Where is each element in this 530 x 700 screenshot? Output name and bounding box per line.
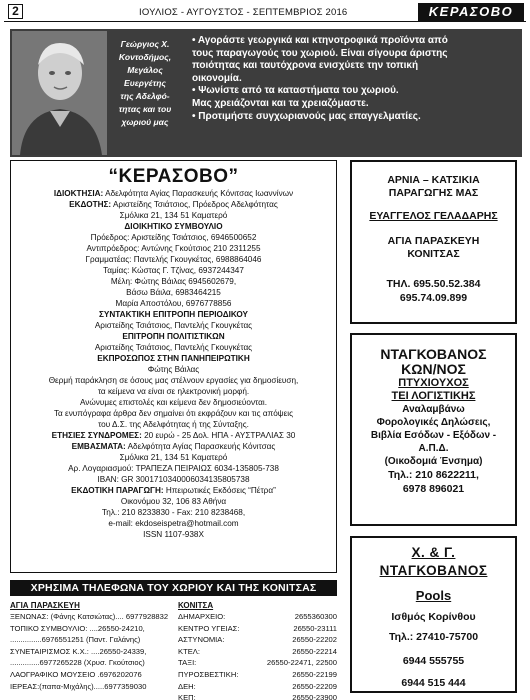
address-line: Σμόλικα 21, 134 51 Καματερό bbox=[119, 211, 228, 220]
pools-brand: Pools bbox=[415, 588, 452, 603]
printing-detail: e-mail: ekdoseispetra@hotmail.com bbox=[108, 519, 239, 528]
ad-lamb-producer: ΑΡΝΙΑ – ΚΑΤΣΙΚΙΑ ΠΑΡΑΓΩΓΗΣ ΜΑΣ ΕΥΑΓΓΕΛΟΣ ΓΕΛΑΔΑΡΗΣ ΑΓΙΑ ΠΑΡΑΣΚΕΥΗ ΚΟΝΙΤΣΑΣ ΤΗΛ. 695.50.52.384 695.74.09.899 bbox=[350, 160, 517, 324]
list-item: ΚΕΝΤΡΟ ΥΓΕΙΑΣ: 26550-23111 bbox=[178, 623, 337, 633]
page-header bbox=[4, 3, 526, 22]
note-line: Τα ενυπόγραφα άρθρα δεν σημαίνει ότι εκφράζουν και τις απόψεις bbox=[53, 409, 294, 418]
board-member: Πρόεδρος: Αριστείδης Τσιάτσιος, 6946500652 bbox=[90, 233, 257, 242]
pan-member: Φώτης Βάιλας bbox=[147, 365, 200, 374]
board-member: Ταμίας: Κώστας Γ. Τζίνας, 6937244347 bbox=[103, 266, 244, 275]
list-item: ΛΑΟΓΡΑΦΙΚΟ ΜΟΥΣΕΙΟ .6976202076 bbox=[10, 669, 142, 679]
list-item: ..............6977265228 (Χρυσ. Γκούτσιος) bbox=[10, 658, 145, 668]
publication-info-box bbox=[10, 160, 337, 573]
remittance-line: ΕΜΒΑΣΜΑΤΑ: Αδελφότητα Αγίας Παρασκευής Κόνιτσας bbox=[71, 442, 276, 451]
page-number: 2 bbox=[8, 4, 23, 19]
note-line: Θερμή παράκληση σε όσους μας στέλνουν εργασίες για δημοσίευση, bbox=[48, 376, 299, 385]
pan-heading: ΕΚΠΡΟΣΩΠΟΣ ΣΤΗΝ ΠΑΝΗΠΕΙΡΩΤΙΚΗ bbox=[97, 354, 250, 363]
pools-phone: Τηλ.: 27410-75700 bbox=[388, 631, 479, 643]
printing-detail: Οικονόμου 32, 106 83 Αθήνα bbox=[120, 497, 227, 506]
ad-accountant: ΝΤΑΓΚΟΒΑΝΟΣ ΚΩΝ/ΝΟΣ ΠΤΥΧΙΟΥΧΟΣ ΤΕΙ ΛΟΓΙΣΤΙΚΗΣ Αναλαμβάνω Φορολογικές Δηλώσεις, Βιβλία Εσόδων - Εξόδων - Α.Π.Δ. (Οικοδομιά Ένσημα) Τηλ.: 210 8622211, 6978 896021 bbox=[350, 333, 517, 526]
phones-heading: ΧΡΗΣΙΜΑ ΤΗΛΕΦΩΝΑ ΤΟΥ ΧΩΡΙΟΥ ΚΑΙ ΤΗΣ ΚΟΝΙΤΣΑΣ bbox=[10, 580, 337, 596]
list-item: ΑΣΤΥΝΟΜΙΑ: 26550-22202 bbox=[178, 635, 337, 645]
board-member: Γραμματέας: Παντελής Γκουγκέτας, 6988864046 bbox=[85, 255, 262, 264]
masthead-logo: ΚΕΡΑΣΟΒΟ bbox=[418, 3, 524, 21]
list-item: ΙΕΡΕΑΣ:(παπα-Μιχάλης).....6977359030 bbox=[10, 681, 147, 691]
note-line: τα κείμενα να είναι σε ηλεκτρονική μορφή. bbox=[97, 387, 250, 396]
list-item: ΣΥΝΕΤΑΙΡΙΣΜΟΣ Κ.Χ.: ....26550-24339, bbox=[10, 646, 147, 656]
producer-phone: ΤΗΛ. 695.50.52.384 bbox=[386, 278, 481, 290]
board-member: Μέλη: Φώτης Βάιλας 6945602679, bbox=[110, 277, 237, 286]
issue-date: ΙΟΥΛΙΟΣ - ΑΥΓΟΥΣΤΟΣ - ΣΕΠΤΕΜΒΡΙΟΣ 2016 bbox=[139, 7, 348, 18]
culture-heading: ΕΠΙΤΡΟΠΗ ΠΟΛΙΤΙΣΤΙΚΩΝ bbox=[122, 332, 225, 341]
issn: ISSN 1107-938X bbox=[143, 530, 204, 539]
list-item: ΚΕΠ: 26550-23900 bbox=[178, 693, 337, 700]
producer-name: ΕΥΑΓΓΕΛΟΣ ΓΕΛΑΔΑΡΗΣ bbox=[369, 210, 498, 222]
subscriptions-line: ΕΤΗΣΙΕΣ ΣΥΝΔΡΟΜΕΣ: 20 ευρώ - 25 Δολ. ΗΠΑ - ΑΥΣΤΡΑΛΙΑΣ 30 bbox=[51, 431, 296, 440]
culture-members: Αριστείδης Τσιάτσιος, Παντελής Γκουγκέτας bbox=[94, 343, 253, 352]
publisher-line: ΕΚΔΟΤΗΣ: Αριστείδης Τσιάτσιος, Πρόεδρος Αδελφότητας bbox=[69, 200, 278, 209]
list-item: ΚΤΕΛ: 26550-22214 bbox=[178, 646, 337, 656]
accountant-phone: Τηλ.: 210 8622211, bbox=[388, 469, 479, 481]
ad-pools: Χ. & Γ. ΝΤΑΓΚΟΒΑΝΟΣ Pools Ισθμός Κορίνθου Τηλ.: 27410-75700 6944 555755 6944 515 444 bbox=[350, 536, 517, 693]
owner-line: ΙΔΙΟΚΤΗΣΙΑ: Αδελφότητα Αγίας Παρασκευής Κόνιτσας Ιωαννίνων bbox=[53, 189, 294, 198]
editorial-heading: ΣΥΝΤΑΚΤΙΚΗ ΕΠΙΤΡΟΠΗ ΠΕΡΙΟΔΙΚΟΥ bbox=[98, 310, 249, 319]
remittance-detail: Σμόλικα 21, 134 51 Καματερό bbox=[119, 453, 228, 462]
editorial-members: Αριστείδης Τσιάτσιος, Παντελής Γκουγκέτας bbox=[94, 321, 253, 330]
printing-line: ΕΚΔΟΤΙΚΗ ΠΑΡΑΓΩΓΗ: Ηπειρωτικές Εκδόσεις “Πέτρα” bbox=[71, 486, 276, 495]
portrait-photo bbox=[12, 31, 107, 155]
printing-detail: Τηλ.: 210 8233830 - Fax: 210 8238468, bbox=[101, 508, 246, 517]
board-member: Μαρία Αποστόλου, 6976778856 bbox=[115, 299, 232, 308]
remittance-detail: IBAN: GR 3001710340006034135805738 bbox=[97, 475, 250, 484]
board-member: Βάσω Βάιλα, 6983464215 bbox=[126, 288, 221, 297]
board-heading: ΔΙΟΙΚΗΤΙΚΟ ΣΥΜΒΟΥΛΙΟ bbox=[124, 222, 223, 231]
remittance-detail: Αρ. Λογαριασμού: ΤΡΑΠΕΖΑ ΠΕΙΡΑΙΩΣ 6034-135805-738 bbox=[68, 464, 279, 473]
top-banner bbox=[10, 29, 522, 157]
board-member: Αντιπρόεδρος: Αντώνης Γκούτσιος 210 2311255 bbox=[86, 244, 261, 253]
list-item: ΔΗΜΑΡΧΕΙΟ: 2655360300 bbox=[178, 612, 337, 621]
banner-notice: • Αγοράστε γεωργικά και κτηνοτροφικά προϊόντα από τους παραγωγούς του χωριού. Είναι σίγουρα άριστης ποιότητας και ταυτόχρονα ενισχύετε την τοπική οικονομία. • Ψωνίστε από τα καταστήματα του χωριού. Μας χρειάζονται και τα χρειαζόμαστε. • Προτιμήστε συγχωριανούς μας επαγγελματίες. bbox=[192, 35, 448, 122]
phones-konitsa-list: ΚΟΝΙΤΣΑ ΔΗΜΑΡΧΕΙΟ: 2655360300 ΚΕΝΤΡΟ ΥΓΕΙΑΣ: 26550-23111 ΑΣΤΥΝΟΜΙΑ: 26550-22202 ΚΤΕΛ: 26550-22214 ΤΑΞΙ: 26550-22471, 22500 ΠΥΡΟΣΒΕΣΤΙΚΗ: 26550-22199 ΔΕΗ: 26550-22209 ΚΕΠ: 26550-23900 bbox=[178, 600, 337, 700]
list-item: ΞΕΝΩΝΑΣ: (Φάνης Κατσιώτας).... 6977928832 bbox=[10, 612, 169, 621]
note-line: του Δ.Σ. της Αδελφότητας ή της Σύνταξης. bbox=[98, 420, 249, 429]
list-item: ΔΕΗ: 26550-22209 bbox=[178, 681, 337, 691]
list-item: ΤΑΞΙ: 26550-22471, 22500 bbox=[178, 658, 337, 668]
publication-title: “ΚΕΡΑΣΟΒΟ” bbox=[108, 166, 239, 187]
note-line: Ανώνυμες επιστολές και κείμενα δεν δημοσιεύονται. bbox=[79, 398, 267, 407]
list-item: ΠΥΡΟΣΒΕΣΤΙΚΗ: 26550-22199 bbox=[178, 669, 337, 679]
list-item: ...............6976551251 (Παντ. Γαλάνης) bbox=[10, 635, 141, 645]
portrait-caption: Γεώργιος Χ. Κοντοδήμος, Μεγάλος Ευεργέτης της Αδελφό- τητας και του χωριού μας bbox=[118, 39, 172, 127]
list-item: ΤΟΠΙΚΟ ΣΥΜΒΟΥΛΙΟ: ....26550-24210, bbox=[10, 623, 145, 633]
phones-village-list: ΑΓΙΑ ΠΑΡΑΣΚΕΥΗ ΞΕΝΩΝΑΣ: (Φάνης Κατσιώτας).... 6977928832 ΤΟΠΙΚΟ ΣΥΜΒΟΥΛΙΟ: ....26550-24210, ...............6976551251 (Παντ. Γαλάνης) ΣΥΝΕΤΑΙΡΙΣΜΟΣ Κ.Χ.: ....26550-24339, ..............6977265228 (Χρυσ. Γκούτσιος) ΛΑΟΓΡΑΦΙΚΟ ΜΟΥΣΕΙΟ .6976202076 ΙΕΡΕΑΣ:(παπα-Μιχάλης).....6977359030 bbox=[10, 600, 172, 692]
